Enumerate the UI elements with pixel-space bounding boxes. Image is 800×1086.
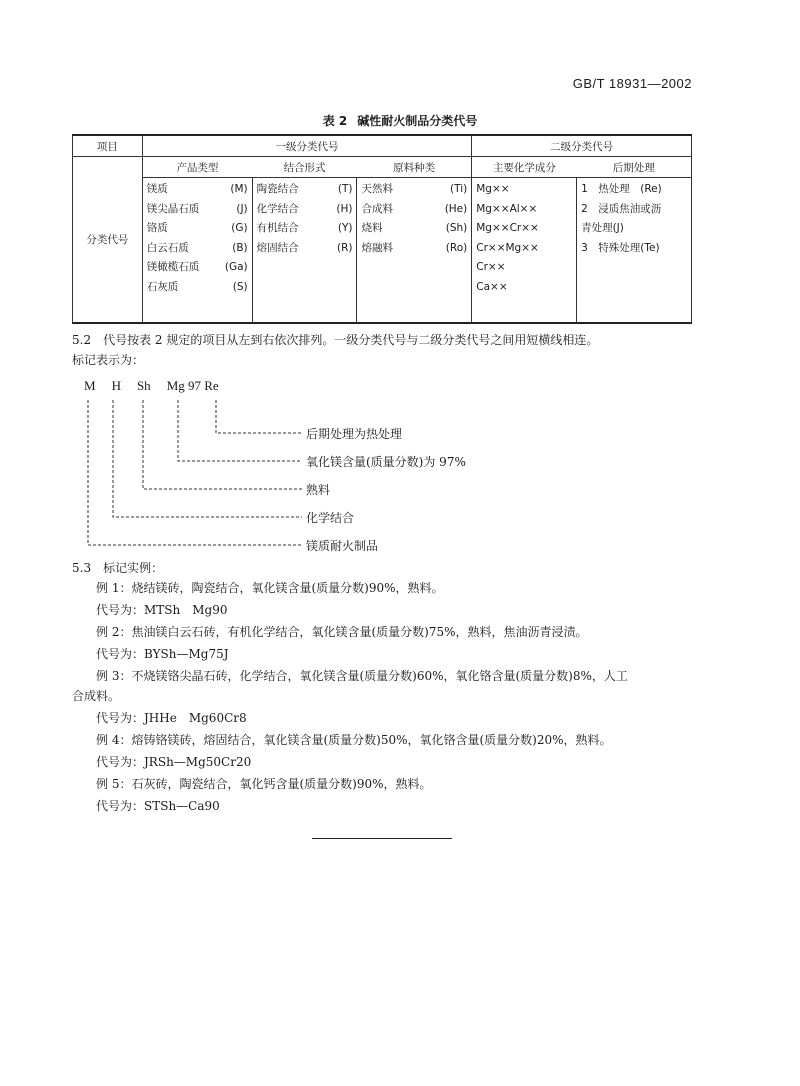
- example-line: 代号为：STSh—Ca90: [96, 799, 220, 813]
- end-rule: [312, 838, 452, 839]
- header-item: 项目: [73, 135, 143, 157]
- marking-token: Sh: [136, 378, 151, 393]
- list-item: Mg××Cr××: [476, 222, 539, 234]
- list-item: 化学结合 (H): [256, 202, 353, 215]
- list-item: Ca××: [476, 280, 508, 293]
- example-line: 例 3：不烧镁铬尖晶石砖，化学结合，氧化镁含量(质量分数)60%，氧化铬含量(质量分数)8%，人工: [96, 669, 628, 683]
- list-item: 有机结合 (Y): [256, 222, 353, 234]
- marking-token: M: [84, 378, 96, 393]
- leader-line-magnesia-content: [178, 400, 302, 461]
- table-title-text: 碱性耐火制品分类代号: [357, 114, 478, 128]
- leader-line-magnesia-product: [88, 400, 302, 545]
- list-item: 白云石质 (B): [146, 241, 248, 254]
- list-item: 3 特殊处理(Te): [581, 241, 660, 254]
- section-5-2-line2: 标记表示为：: [72, 353, 145, 367]
- label-magnesia-product: 镁质耐火制品: [306, 539, 379, 553]
- label-clinker: 熟料: [306, 483, 331, 497]
- label-chemical-bond: 化学结合: [306, 511, 355, 525]
- list-item: 熔融料 (Ro): [361, 241, 468, 254]
- section-5-2-line1: 5.2 代号按表 2 规定的项目从左到右依次排列。一级分类代号与二级分类代号之间用短横线相连。: [72, 333, 599, 347]
- list-item: 合成料 (He): [361, 202, 468, 215]
- subheader-product-type: 产品类型: [142, 157, 252, 178]
- marking-token: H: [111, 378, 121, 393]
- leader-line-post-treatment: [216, 400, 302, 433]
- list-item: 天然料 (Ti): [361, 183, 468, 195]
- list-item: Mg××Al××: [476, 202, 538, 215]
- header-first-level: 一级分类代号: [142, 135, 472, 157]
- row-label: 分类代号: [73, 157, 143, 324]
- example-line: 代号为：BYSh—Mg75J: [96, 647, 229, 661]
- list-item: 陶瓷结合 (T): [256, 183, 353, 195]
- standard-code: GB/T 18931—2002: [572, 76, 692, 91]
- leader-line-chemical-bond: [113, 400, 302, 517]
- example-line: 例 2：焦油镁白云石砖，有机化学结合，氧化镁含量(质量分数)75%，熟料，焦油沥青浸渍。: [96, 625, 588, 639]
- subheader-raw-material: 原料种类: [357, 157, 472, 178]
- example-line: 代号为：MTSh Mg90: [96, 603, 228, 617]
- header-second-level: 二级分类代号: [472, 135, 692, 157]
- list-item: 熔固结合 (R): [256, 241, 353, 254]
- list-item: Cr××Mg××: [476, 241, 539, 254]
- example-line: 例 4：熔铸铬镁砖，熔固结合，氧化镁含量(质量分数)50%，氧化铬含量(质量分数)20%，熟料。: [96, 733, 612, 747]
- table-number: 表 2: [322, 114, 348, 128]
- list-item: 2 浸质焦油或沥: [581, 202, 662, 215]
- list-item: Cr××: [476, 261, 506, 273]
- list-item: Mg××: [476, 183, 510, 195]
- list-item: 铬质 (G): [146, 222, 248, 234]
- example-line: 例 5：石灰砖，陶瓷结合，氧化钙含量(质量分数)90%，熟料。: [96, 777, 432, 791]
- list-item: 镁质 (M): [146, 183, 248, 195]
- section-5-3-heading: 5.3 标记实例：: [72, 561, 164, 575]
- list-item: 1 热处理 (Re): [581, 183, 662, 195]
- list-item: 青处理(J): [581, 222, 624, 234]
- subheader-chemical-composition: 主要化学成分: [472, 157, 577, 178]
- list-item: 石灰质 (S): [146, 280, 248, 293]
- leader-line-clinker: [143, 400, 302, 489]
- example-line: 代号为：JRSh—Mg50Cr20: [96, 755, 252, 769]
- subheader-post-treatment: 后期处理: [577, 157, 692, 178]
- marking-token: Mg 97 Re: [166, 378, 219, 393]
- subheader-bond-form: 结合形式: [252, 157, 357, 178]
- example-line: 例 1：烧结镁砖，陶瓷结合，氧化镁含量(质量分数)90%，熟料。: [96, 581, 444, 595]
- list-item: 镁尖晶石质 (J): [146, 202, 248, 215]
- list-item: 镁橄榄石质 (Ga): [146, 261, 248, 273]
- example-line: 代号为：JHHe Mg60Cr8: [96, 711, 247, 725]
- list-item: 烧料 (Sh): [361, 222, 468, 234]
- example-line: 合成料。: [72, 689, 121, 703]
- label-post-treatment: 后期处理为热处理: [306, 427, 403, 441]
- label-magnesia-content: 氧化镁含量(质量分数)为 97%: [306, 455, 466, 469]
